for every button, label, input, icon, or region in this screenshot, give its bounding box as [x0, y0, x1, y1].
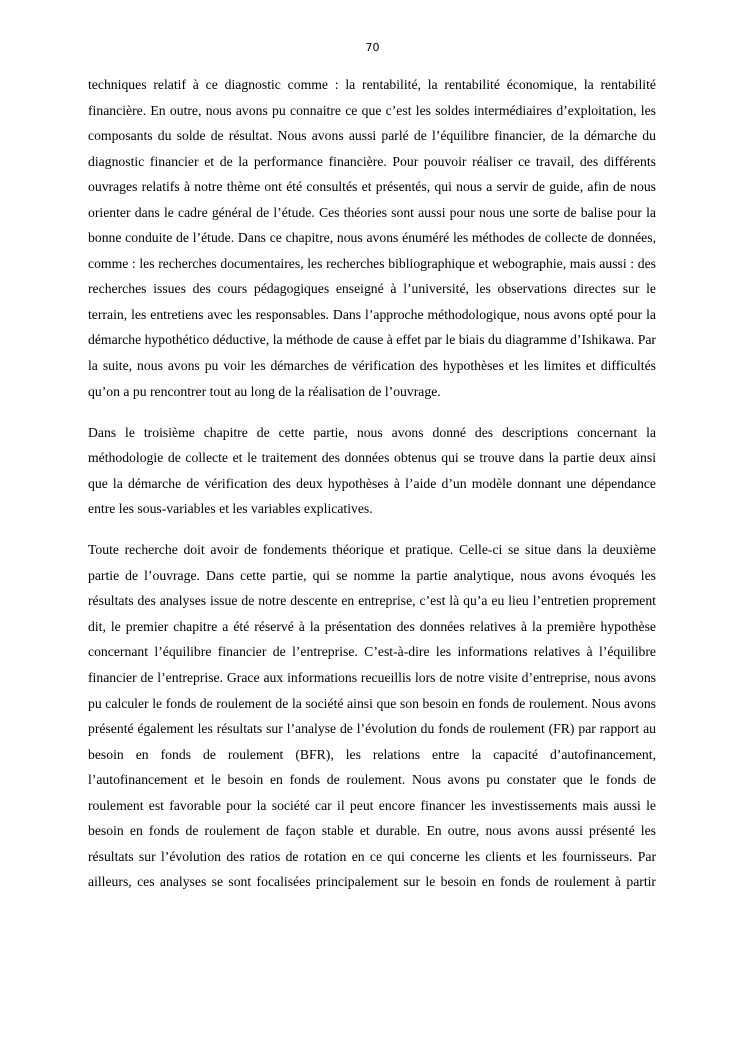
- paragraph-3: Toute recherche doit avoir de fondements théorique et pratique. Celle-ci se situe dans la deuxième partie de l’ouvrage. Dans cette partie, qui se nomme la partie analytique, nous avons évoqués les résultats des analyses issue de notre descente en entreprise, c’est là qu’a eu lieu l’entretien proprement dit, le premier chapitre a été réservé à la présentation des données relatives à la première hypothèse concernant l’équilibre financier de l’entreprise. C’est-à-dire les informations relatives à l’équilibre financier de l’entreprise. Grace aux informations recueillis lors de notre visite d’entreprise, nous avons pu calculer le fonds de roulement de la société ainsi que son besoin en fonds de roulement. Nous avons présenté également les résultats sur l’analyse de l’évolution du fonds de roulement (FR) par rapport au besoin en fonds de roulement (BFR), les relations entre la capacité d’autofinancement, l’autofinancement et le besoin en fonds de roulement. Nous avons pu constater que le fonds de roulement est favorable pour la société car il peut encore financer les investissements mais aussi le besoin en fonds de roulement de façon stable et durable. En outre, nous avons aussi présenté les résultats sur l’évolution des ratios de rotation en ce qui concerne les clients et les fournisseurs. Par ailleurs, ces analyses se sont focalisées principalement sur le besoin en fonds de roulement à partir: [88, 542, 656, 890]
- body-text: [88, 72, 656, 895]
- paragraph-2: Dans le troisième chapitre de cette partie, nous avons donné des descriptions concernant la méthodologie de collecte et le traitement des données obtenus qui se trouve dans la partie deux ainsi que la démarche de vérification des deux hypothèses à l’aide d’un modèle donnant une dépendance entre les sous-variables et les variables explicatives.: [88, 424, 656, 517]
- page-number: 70: [365, 41, 380, 54]
- paragraph-1: techniques relatif à ce diagnostic comme : la rentabilité, la rentabilité économique, la rentabilité financière. En outre, nous avons pu connaitre ce que c’est les soldes intermédiaires d’exploitation, les composants du solde de résultat. Nous avons aussi parlé de l’équilibre financier, de la démarche du diagnostic financier et de la performance financière. Pour pouvoir réaliser ce travail, des différents ouvrages relatifs à notre thème ont été consultés et présentés, qui nous a servir de guide, afin de nous orienter dans le cadre général de l’étude. Ces théories sont aussi pour nous une sorte de balise pour la bonne conduite de l’étude. Dans ce chapitre, nous avons énuméré les méthodes de collecte de données, comme : les recherches documentaires, les recherches bibliographique et webographie, mais aussi : des recherches issues des cours pédagogiques enseigné à l’université, les observations directes sur le terrain, les entretiens avec les responsables. Dans l’approche méthodologique, nous avons opté pour la démarche hypothético déductive, la méthode de cause à effet par le biais du diagramme d’Ishikawa. Par la suite, nous avons pu voir les démarches de vérification des hypothèses et les limites et difficultés qu’on a pu rencontrer tout au long de la réalisation de l’ouvrage.: [88, 77, 656, 399]
